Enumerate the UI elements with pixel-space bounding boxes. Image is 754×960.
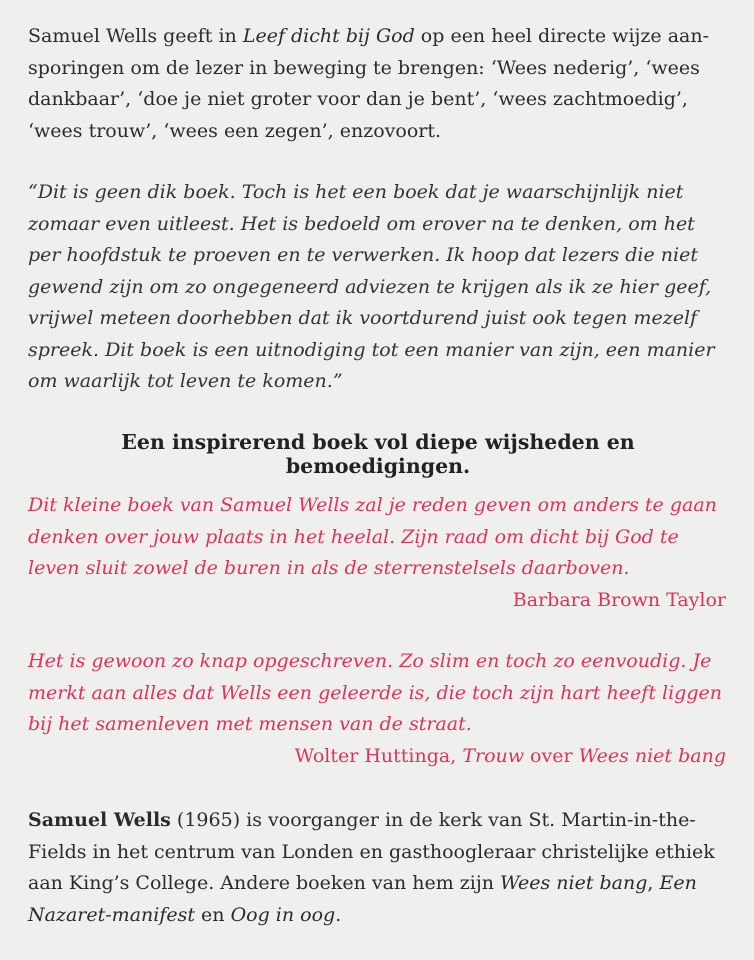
tagline-heading: Een inspirerend boek vol diepe wijsheden en bemoedigingen.	[121, 430, 635, 478]
bio-text-4: .	[335, 903, 342, 926]
review-1	[28, 490, 726, 616]
review-2-author-name: Wolter Huttinga,	[294, 744, 463, 767]
bio-book-3: Oog in oog	[230, 903, 336, 926]
bio-name: Samuel Wells	[28, 809, 171, 831]
bio-text-3: en	[195, 903, 231, 926]
review-2	[28, 646, 726, 772]
author-quote: “Dit is geen dik boek. Toch is het een boek dat je waarschijnlijk niet zomaar even uitleest. Het is bedoeld om erover na te denken, om het per hoofdstuk te proeven en te verwerken. Ik hoop dat lezers die niet gewend zijn om zo ongegeneerd adviezen te krijgen als ik ze hier geef, vrijwel meteen doorhebben dat ik voortdurend juist ook tegen mezelf spreek. Dit boek is een uitnodiging tot een manier van zijn, een manier om waarlijk tot leven te komen.”	[28, 181, 715, 392]
review-2-author	[28, 741, 726, 773]
book-title: Leef dicht bij God	[242, 25, 415, 47]
bio-book-1: Wees niet bang	[500, 872, 648, 894]
review-1-author: Barbara Brown Taylor	[512, 588, 726, 611]
review-2-over: over	[524, 744, 579, 767]
intro-paragraph	[28, 21, 728, 147]
bio-text-2: ,	[647, 872, 660, 894]
author-bio	[28, 805, 728, 931]
review-2-text: Het is gewoon zo knap opgeschreven. Zo slim en toch zo eenvoudig. Je merkt aan alles dat Wells een geleerde is, die toch zijn hart heeft liggen bij het samenleven met mensen van de straat.	[28, 650, 722, 735]
review-2-source: Trouw	[462, 744, 525, 767]
bio-text-1: (1965) is voorganger in de kerk van St. Martin-in-the-Fields in het centrum van Londen en gasthoogleraar christelijke ethiek aan King’s College. Andere boeken van hem zijn	[28, 809, 715, 894]
intro-text-1: Samuel Wells geeft in	[28, 25, 243, 47]
review-1-text: Dit kleine boek van Samuel Wells zal je reden geven om anders te gaan denken over jouw plaats in het heelal. Zijn raad om dicht bij God te leven sluit zowel de buren in als de sterrenstelsels daarboven.	[28, 494, 717, 579]
intro-text-2: op een heel directe wijze aan-sporingen om de lezer in beweging te brengen: ‘Wees nederig’, ‘wees dankbaar’, ‘doe je niet groter voor dan je bent’, ‘wees zachtmoedig’, ‘wees trouw’, ‘wees een zegen’, enzovoort.	[28, 25, 710, 142]
review-2-book: Wees niet bang	[578, 744, 726, 767]
bio-book-2: Een Nazaret-manifest	[28, 872, 697, 926]
